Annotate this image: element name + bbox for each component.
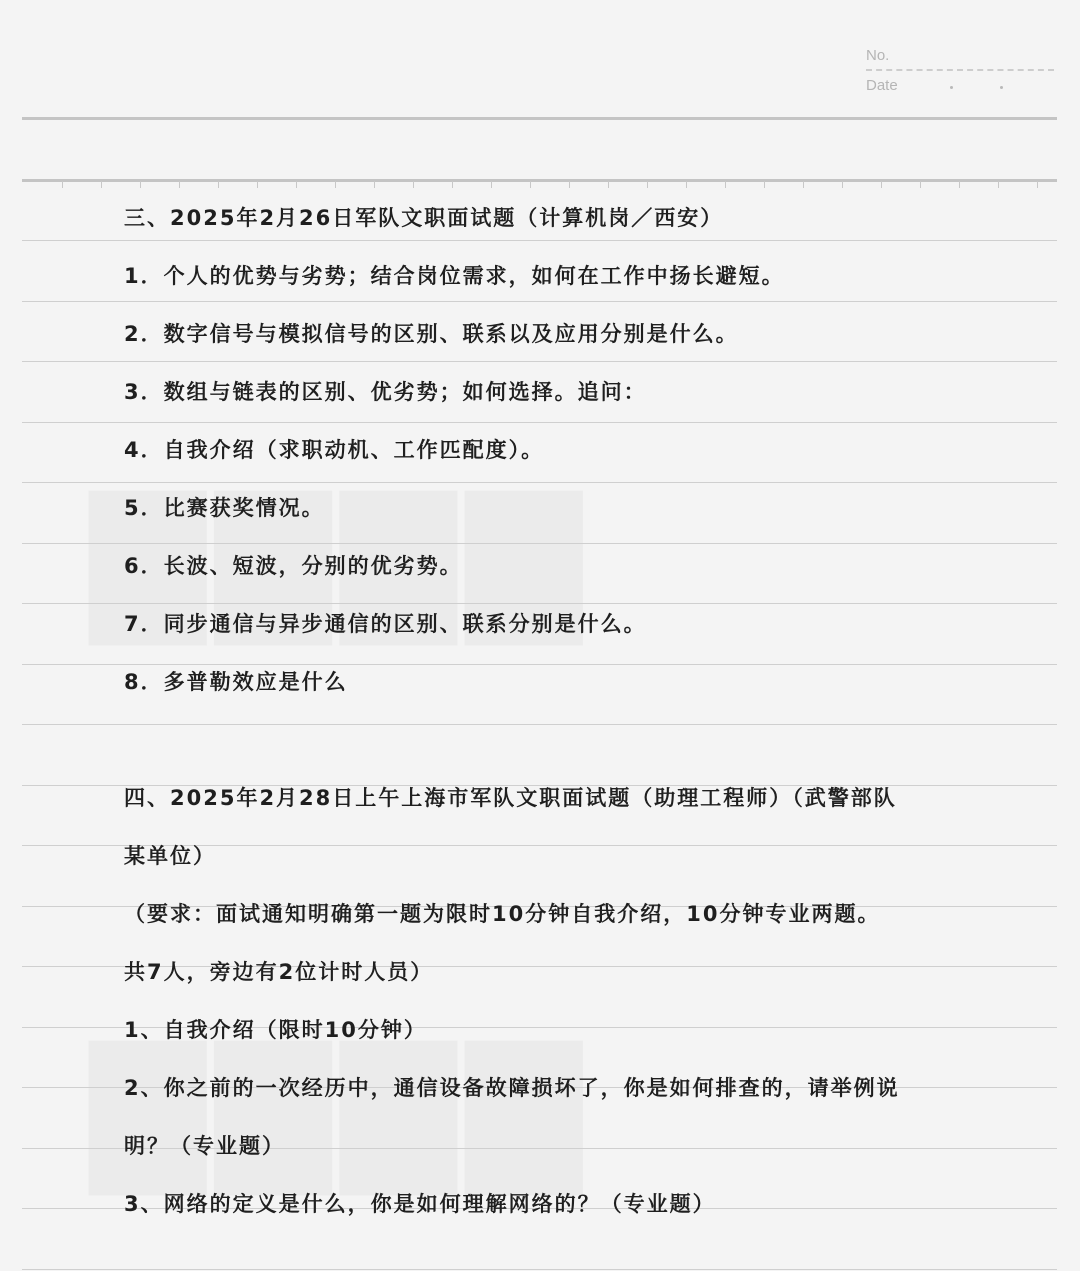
question-line: 4．自我介绍（求职动机、工作匹配度）。 xyxy=(124,438,545,462)
ruler-tick xyxy=(569,181,570,188)
header-date-label: Date xyxy=(866,77,898,94)
ruler-tick xyxy=(101,181,102,188)
question-line: 3．数组与链表的区别、优劣势；如何选择。追问： xyxy=(124,380,647,404)
question-line: 2．数字信号与模拟信号的区别、联系以及应用分别是什么。 xyxy=(124,322,739,346)
question-line: 6．长波、短波，分别的优劣势。 xyxy=(124,554,463,578)
ruler-tick xyxy=(725,181,726,188)
question-line: 3、网络的定义是什么，你是如何理解网络的？（专业题） xyxy=(124,1192,716,1216)
ruler-tick xyxy=(959,181,960,188)
ruled-line xyxy=(22,361,1057,362)
ruler-tick xyxy=(491,181,492,188)
watermark xyxy=(90,1020,591,1194)
question-line: 1、自我介绍（限时10分钟） xyxy=(124,1018,427,1042)
section-4-title-cont: 某单位） xyxy=(124,844,216,868)
ruler-tick xyxy=(764,181,765,188)
top-rule xyxy=(22,117,1057,120)
ruled-line xyxy=(22,603,1057,604)
ruler-tick xyxy=(374,181,375,188)
ruler-tick xyxy=(686,181,687,188)
ruler-tick xyxy=(803,181,804,188)
ruler-tick xyxy=(296,181,297,188)
header-no-label: No. xyxy=(866,47,890,64)
ruler-tick xyxy=(842,181,843,188)
ruled-line xyxy=(22,664,1057,665)
ruler-tick xyxy=(530,181,531,188)
ruled-line xyxy=(22,482,1057,483)
ruler-tick xyxy=(179,181,180,188)
question-line: 明？（专业题） xyxy=(124,1134,285,1158)
ruler-tick xyxy=(413,181,414,188)
ruler-tick xyxy=(140,181,141,188)
question-line: 7．同步通信与异步通信的区别、联系分别是什么。 xyxy=(124,612,647,636)
ruler-tick xyxy=(608,181,609,188)
question-line: 1．个人的优势与劣势；结合岗位需求，如何在工作中扬长避短。 xyxy=(124,264,785,288)
date-dot xyxy=(1000,86,1003,89)
ruled-line xyxy=(22,240,1057,241)
ruler-ticks xyxy=(22,181,1057,188)
ruler-tick xyxy=(452,181,453,188)
ruled-line xyxy=(22,1269,1057,1270)
ruler-tick xyxy=(881,181,882,188)
requirement-line: 共7人，旁边有2位计时人员） xyxy=(124,960,434,984)
question-line: 8．多普勒效应是什么 xyxy=(124,670,348,694)
section-3-title: 三、2025年2月26日军队文职面试题（计算机岗／西安） xyxy=(124,206,724,230)
question-line: 5．比赛获奖情况。 xyxy=(124,496,325,520)
ruler-tick xyxy=(920,181,921,188)
ruled-line xyxy=(22,422,1057,423)
requirement-line: （要求：面试通知明确第一题为限时10分钟自我介绍，10分钟专业两题。 xyxy=(124,902,881,926)
header-no-dash xyxy=(866,69,1054,71)
question-line: 2、你之前的一次经历中，通信设备故障损坏了，你是如何排查的，请举例说 xyxy=(124,1076,900,1100)
section-4-title: 四、2025年2月28日上午上海市军队文职面试题（助理工程师）（武警部队 xyxy=(124,786,897,810)
ruled-line xyxy=(22,724,1057,725)
date-dot xyxy=(950,86,953,89)
ruler-tick xyxy=(257,181,258,188)
ruler-tick xyxy=(1037,181,1038,188)
ruled-line xyxy=(22,543,1057,544)
ruler-tick xyxy=(335,181,336,188)
ruled-line xyxy=(22,301,1057,302)
ruler-tick xyxy=(218,181,219,188)
ruler-tick xyxy=(647,181,648,188)
ruler-tick xyxy=(998,181,999,188)
ruler-tick xyxy=(62,181,63,188)
